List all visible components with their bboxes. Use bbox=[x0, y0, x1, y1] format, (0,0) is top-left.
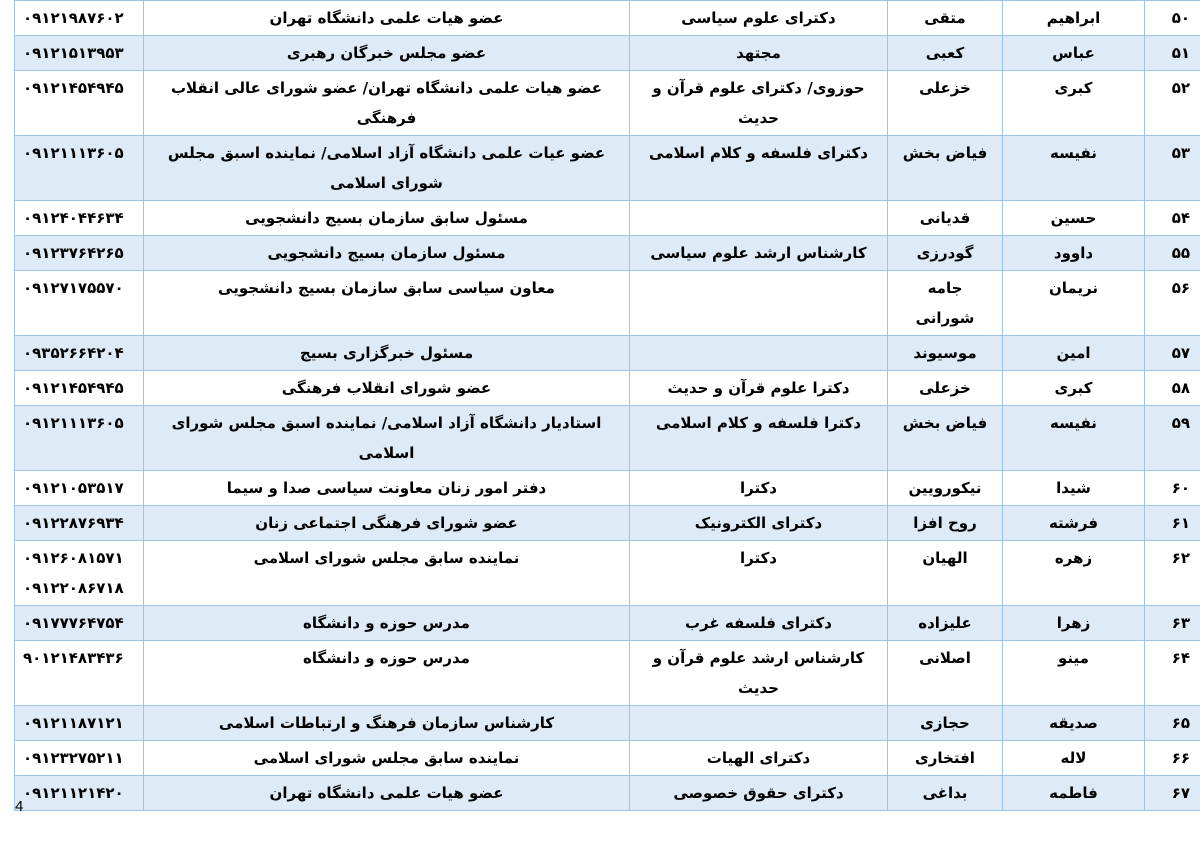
phone-number: ۰۹۱۲۱۱۱۳۶۰۵ bbox=[23, 144, 124, 162]
last-name-cell: قدیانی bbox=[888, 201, 1003, 236]
row-number: ۶۵ bbox=[1145, 706, 1200, 741]
row-number: ۵۴ bbox=[1145, 201, 1200, 236]
phone-number: ۰۹۱۲۶۰۸۱۵۷۱ bbox=[23, 549, 124, 567]
position-cell: عضو هیات علمی دانشگاه تهران bbox=[144, 776, 630, 811]
education-cell: کارشناس ارشد علوم قرآن و حدیث bbox=[630, 641, 888, 706]
first-name-cell: زهره bbox=[1003, 541, 1145, 606]
phone-cell bbox=[15, 706, 144, 741]
table-row bbox=[15, 271, 1200, 336]
table-row bbox=[15, 36, 1200, 71]
position-cell: معاون سیاسی سابق سازمان بسیج دانشجویی bbox=[144, 271, 630, 336]
phone-number: ۰۹۳۵۲۶۶۴۲۰۴ bbox=[23, 344, 124, 362]
phone-number: ۰۹۱۲۳۷۶۴۲۶۵ bbox=[23, 244, 124, 262]
row-number: ۶۰ bbox=[1145, 471, 1200, 506]
education-cell: دکترای علوم سیاسی bbox=[630, 1, 888, 36]
table-row bbox=[15, 71, 1200, 136]
position-cell: عضو شورای فرهنگی اجتماعی زنان bbox=[144, 506, 630, 541]
row-number: ۵۳ bbox=[1145, 136, 1200, 201]
education-cell: دکترا علوم قرآن و حدیث bbox=[630, 371, 888, 406]
position-cell: مدرس حوزه و دانشگاه bbox=[144, 606, 630, 641]
first-name-cell: داوود bbox=[1003, 236, 1145, 271]
row-number: ۶۳ bbox=[1145, 606, 1200, 641]
first-name-cell: نفیسه bbox=[1003, 136, 1145, 201]
table-row bbox=[15, 541, 1200, 606]
position-cell: مسئول سازمان بسیج دانشجویی bbox=[144, 236, 630, 271]
phone-number: ۰۹۱۲۱۰۵۳۵۱۷ bbox=[23, 479, 124, 497]
education-cell: دکترا فلسفه و کلام اسلامی bbox=[630, 406, 888, 471]
phone-cell bbox=[15, 136, 144, 201]
phone-number: ۰۹۱۲۲۰۸۶۷۱۸ bbox=[23, 579, 124, 597]
phone-cell bbox=[15, 71, 144, 136]
position-cell: عضو هیات علمی دانشگاه تهران bbox=[144, 1, 630, 36]
last-name-cell: فیاض بخش bbox=[888, 406, 1003, 471]
education-cell: دکترا bbox=[630, 471, 888, 506]
first-name-cell: ابراهیم bbox=[1003, 1, 1145, 36]
education-cell bbox=[630, 201, 888, 236]
phone-number: ۰۹۱۷۷۷۶۴۷۵۴ bbox=[23, 614, 124, 632]
education-cell: مجتهد bbox=[630, 36, 888, 71]
last-name-cell: نیکورویین bbox=[888, 471, 1003, 506]
phone-number: ۰۹۱۲۷۱۷۵۵۷۰ bbox=[23, 279, 124, 297]
last-name-cell: متقی bbox=[888, 1, 1003, 36]
table-row bbox=[15, 371, 1200, 406]
phone-number: ۰۹۱۲۲۸۷۶۹۳۴ bbox=[23, 514, 124, 532]
phone-number: ۰۹۱۲۱۴۵۴۹۴۵ bbox=[23, 379, 124, 397]
first-name-cell: فاطمه bbox=[1003, 776, 1145, 811]
first-name-cell: فرشته bbox=[1003, 506, 1145, 541]
table-row bbox=[15, 606, 1200, 641]
row-number: ۶۶ bbox=[1145, 741, 1200, 776]
first-name-cell: صدیقه bbox=[1003, 706, 1145, 741]
position-cell: استادیار دانشگاه آزاد اسلامی/ نماینده اسبق مجلس شورای اسلامی bbox=[144, 406, 630, 471]
phone-cell bbox=[15, 741, 144, 776]
first-name-cell: لاله bbox=[1003, 741, 1145, 776]
position-cell: عضو هیات علمی دانشگاه تهران/ عضو شورای عالی انقلاب فرهنگی bbox=[144, 71, 630, 136]
phone-number: ۹۰۱۲۱۴۸۳۴۳۶ bbox=[23, 649, 124, 667]
last-name-cell: خزعلی bbox=[888, 371, 1003, 406]
position-cell: نماینده سابق مجلس شورای اسلامی bbox=[144, 541, 630, 606]
row-number: ۵۱ bbox=[1145, 36, 1200, 71]
roster-table bbox=[14, 0, 1200, 811]
last-name-cell: الهیان bbox=[888, 541, 1003, 606]
row-number: ۵۸ bbox=[1145, 371, 1200, 406]
first-name-cell: زهرا bbox=[1003, 606, 1145, 641]
phone-cell bbox=[15, 271, 144, 336]
last-name-cell: گودرزی bbox=[888, 236, 1003, 271]
last-name-cell: موسیوند bbox=[888, 336, 1003, 371]
table-row bbox=[15, 236, 1200, 271]
position-cell: عضو مجلس خبرگان رهبری bbox=[144, 36, 630, 71]
education-cell: دکترای حقوق خصوصی bbox=[630, 776, 888, 811]
last-name-cell: افتخاری bbox=[888, 741, 1003, 776]
last-name-cell: بداغی bbox=[888, 776, 1003, 811]
table-row bbox=[15, 706, 1200, 741]
phone-cell bbox=[15, 606, 144, 641]
phone-number: ۰۹۱۲۱۱۱۳۶۰۵ bbox=[23, 414, 124, 432]
phone-cell bbox=[15, 236, 144, 271]
education-cell: حوزوی/ دکترای علوم قرآن و حدیث bbox=[630, 71, 888, 136]
phone-cell bbox=[15, 471, 144, 506]
education-cell: کارشناس ارشد علوم سیاسی bbox=[630, 236, 888, 271]
first-name-cell: نریمان bbox=[1003, 271, 1145, 336]
first-name-cell: امین bbox=[1003, 336, 1145, 371]
first-name-cell: نفیسه bbox=[1003, 406, 1145, 471]
row-number: ۶۴ bbox=[1145, 641, 1200, 706]
position-cell: عضو عیات علمی دانشگاه آزاد اسلامی/ نماینده اسبق مجلس شورای اسلامی bbox=[144, 136, 630, 201]
table-row bbox=[15, 201, 1200, 236]
position-cell: عضو شورای انقلاب فرهنگی bbox=[144, 371, 630, 406]
first-name-cell: حسین bbox=[1003, 201, 1145, 236]
phone-cell bbox=[15, 336, 144, 371]
phone-number: ۰۹۱۲۱۱۲۱۴۲۰ bbox=[23, 784, 124, 802]
education-cell: دکترا bbox=[630, 541, 888, 606]
row-number: ۵۲ bbox=[1145, 71, 1200, 136]
phone-cell bbox=[15, 406, 144, 471]
row-number: ۵۵ bbox=[1145, 236, 1200, 271]
phone-cell bbox=[15, 541, 144, 606]
position-cell: مدرس حوزه و دانشگاه bbox=[144, 641, 630, 706]
first-name-cell: عباس bbox=[1003, 36, 1145, 71]
phone-number: ۰۹۱۲۱۱۸۷۱۲۱ bbox=[23, 714, 124, 732]
first-name-cell: کبری bbox=[1003, 371, 1145, 406]
page-number: 4 bbox=[15, 798, 24, 815]
education-cell bbox=[630, 336, 888, 371]
position-cell: نماینده سابق مجلس شورای اسلامی bbox=[144, 741, 630, 776]
last-name-cell: روح افزا bbox=[888, 506, 1003, 541]
phone-number: ۰۹۱۲۱۴۵۴۹۴۵ bbox=[23, 79, 124, 97]
table-row bbox=[15, 406, 1200, 471]
first-name-cell: شیدا bbox=[1003, 471, 1145, 506]
row-number: ۵۰ bbox=[1145, 1, 1200, 36]
phone-number: ۰۹۱۲۱۹۸۷۶۰۲ bbox=[23, 9, 124, 27]
table-row bbox=[15, 136, 1200, 201]
last-name-cell: جامه شورانی bbox=[888, 271, 1003, 336]
position-cell: مسئول خبرگزاری بسیج bbox=[144, 336, 630, 371]
last-name-cell: اصلانی bbox=[888, 641, 1003, 706]
phone-cell bbox=[15, 776, 144, 811]
education-cell bbox=[630, 271, 888, 336]
first-name-cell: مینو bbox=[1003, 641, 1145, 706]
table-row bbox=[15, 506, 1200, 541]
phone-cell bbox=[15, 641, 144, 706]
row-number: ۶۲ bbox=[1145, 541, 1200, 606]
position-cell: دفتر امور زنان معاونت سیاسی صدا و سیما bbox=[144, 471, 630, 506]
phone-number: ۰۹۱۲۴۰۴۴۶۳۴ bbox=[23, 209, 124, 227]
row-number: ۵۷ bbox=[1145, 336, 1200, 371]
phone-cell bbox=[15, 1, 144, 36]
row-number: ۶۱ bbox=[1145, 506, 1200, 541]
last-name-cell: خزعلی bbox=[888, 71, 1003, 136]
roster-table-body bbox=[15, 1, 1200, 811]
table-row bbox=[15, 471, 1200, 506]
table-row bbox=[15, 336, 1200, 371]
phone-number: ۰۹۱۲۱۵۱۳۹۵۳ bbox=[23, 44, 124, 62]
table-row bbox=[15, 741, 1200, 776]
row-number: ۵۶ bbox=[1145, 271, 1200, 336]
table-row bbox=[15, 776, 1200, 811]
position-cell: کارشناس سازمان فرهنگ و ارتباطات اسلامی bbox=[144, 706, 630, 741]
row-number: ۵۹ bbox=[1145, 406, 1200, 471]
table-row bbox=[15, 641, 1200, 706]
last-name-cell: حجازی bbox=[888, 706, 1003, 741]
phone-cell bbox=[15, 36, 144, 71]
education-cell: دکترای الهیات bbox=[630, 741, 888, 776]
last-name-cell: علیزاده bbox=[888, 606, 1003, 641]
phone-cell bbox=[15, 201, 144, 236]
last-name-cell: کعبی bbox=[888, 36, 1003, 71]
first-name-cell: کبری bbox=[1003, 71, 1145, 136]
phone-cell bbox=[15, 371, 144, 406]
education-cell: دکترای الکترونیک bbox=[630, 506, 888, 541]
phone-cell bbox=[15, 506, 144, 541]
position-cell: مسئول سابق سازمان بسیج دانشجویی bbox=[144, 201, 630, 236]
education-cell bbox=[630, 706, 888, 741]
last-name-cell: فیاض بخش bbox=[888, 136, 1003, 201]
education-cell: دکترای فلسفه غرب bbox=[630, 606, 888, 641]
table-row bbox=[15, 1, 1200, 36]
row-number: ۶۷ bbox=[1145, 776, 1200, 811]
phone-number: ۰۹۱۲۳۲۷۵۲۱۱ bbox=[23, 749, 124, 767]
education-cell: دکترای فلسفه و کلام اسلامی bbox=[630, 136, 888, 201]
